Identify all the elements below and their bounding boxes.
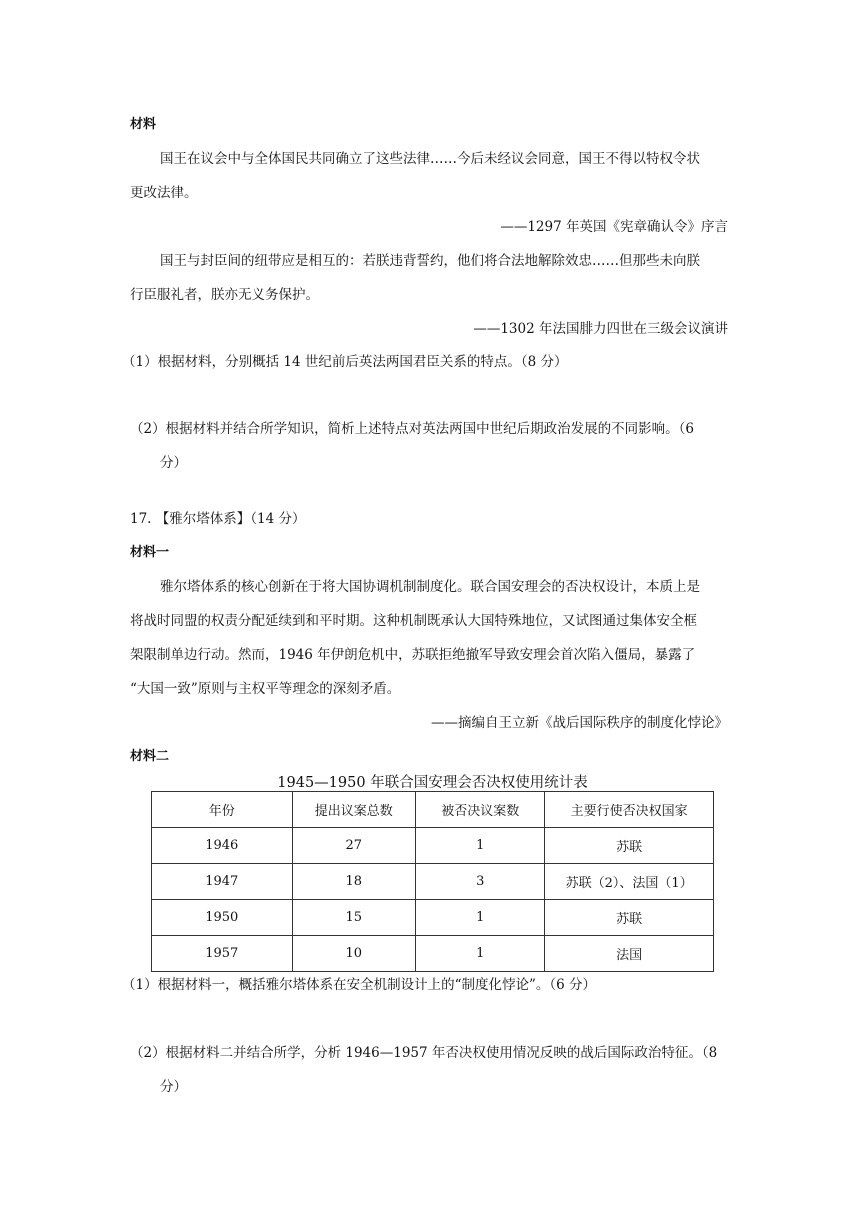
table-cell: 1 [416,900,545,936]
section-heading: 17. 【雅尔塔体系】（14 分） [130,511,306,527]
veto-table [151,791,714,972]
table-cell: 1 [416,828,545,864]
table-cell: 1947 [152,864,293,900]
header-cell: 主要行使否决权国家 [545,792,714,828]
table-cell: 3 [416,864,545,900]
material1-label: 材料一 [130,545,170,560]
material-label: 材料 [130,117,157,132]
source1: ——1297 年英国《宪章确认令》序言 [500,219,728,235]
header-cell: 提出议案总数 [292,792,416,828]
question-2-line2: 分） [160,1079,187,1095]
material1-line1: 雅尔塔体系的核心创新在于将大国协调机制制度化。联合国安理会的否决权设计，本质上是 [160,579,700,595]
table-cell: 法国 [545,936,714,972]
table-cell: 苏联 [545,900,714,936]
table-header-row [152,792,714,828]
table-cell: 1946 [152,828,293,864]
quote1-line1: 国王在议会中与全体国民共同确立了这些法律……今后未经议会同意，国王不得以特权令状 [160,151,700,167]
header-cell: 被否决议案数 [416,792,545,828]
question-2-line2: 分） [160,455,187,471]
table-cell: 10 [292,936,416,972]
table-cell: 1957 [152,936,293,972]
table-cell: 27 [292,828,416,864]
table-caption: 1945—1950 年联合国安理会否决权使用统计表 [277,775,588,791]
header-cell: 年份 [152,792,293,828]
material1-source: ——摘编自王立新《战后国际秩序的制度化悖论》 [431,715,728,731]
quote2-line2: 行臣服礼者，朕亦无义务保护。 [130,287,319,303]
question-2-line1: （2）根据材料二并结合所学，分析 1946—1957 年否决权使用情况反映的战后国际政治特征。（8 [130,1045,718,1061]
question-1: （1）根据材料，分别概括 14 世纪前后英法两国君臣关系的特点。（8 分） [122,354,568,370]
table-row [152,864,714,900]
table-cell: 1950 [152,900,293,936]
table-row [152,936,714,972]
table-cell: 苏联（2）、法国（1） [545,864,714,900]
material1-line4: “大国一致”原则与主权平等理念的深刻矛盾。 [130,681,401,697]
table-row [152,900,714,936]
table-cell: 1 [416,936,545,972]
table-cell: 15 [292,900,416,936]
material1-line3: 架限制单边行动。然而，1946 年伊朗危机中，苏联拒绝撤军导致安理会首次陷入僵局，暴露了 [130,647,696,663]
material2-label: 材料二 [130,749,170,764]
material1-line2: 将战时同盟的权责分配延续到和平时期。这种机制既承认大国特殊地位，又试图通过集体安全框 [130,613,697,629]
table-cell: 苏联 [545,828,714,864]
quote1-line2: 更改法律。 [130,185,198,201]
source2: ——1302 年法国腓力四世在三级会议演讲 [473,321,728,337]
question-1: （1）根据材料一，概括雅尔塔体系在安全机制设计上的“制度化悖论”。（6 分） [122,977,597,993]
question-2-line1: （2）根据材料并结合所学知识，简析上述特点对英法两国中世纪后期政治发展的不同影响。（6 [130,421,694,437]
table-cell: 18 [292,864,416,900]
quote2-line1: 国王与封臣间的纽带应是相互的：若朕违背誓约，他们将合法地解除效忠……但那些未向朕 [160,253,700,269]
table-row [152,828,714,864]
